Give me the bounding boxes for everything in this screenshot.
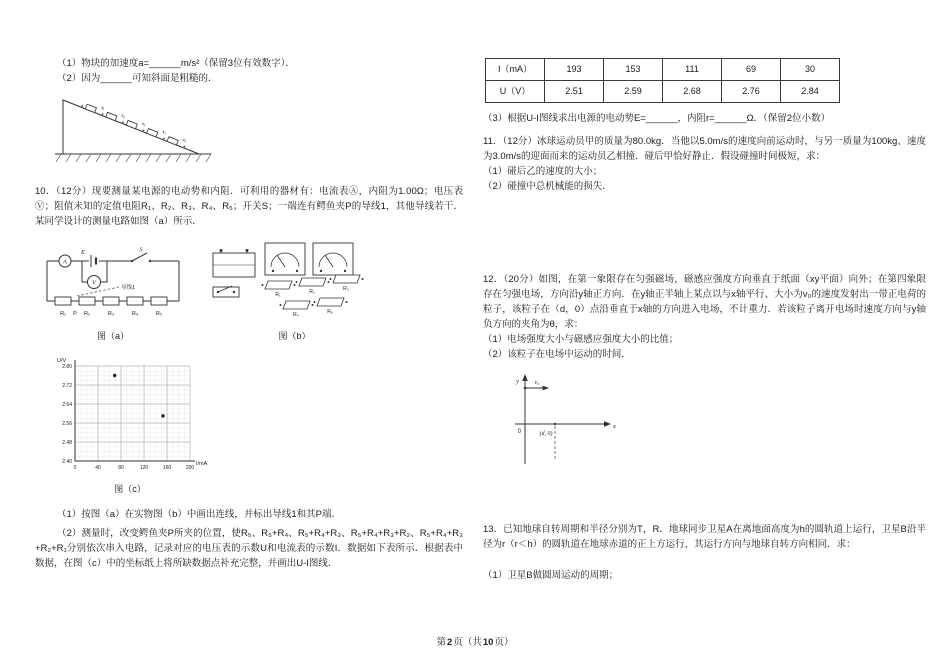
meter-1: [265, 243, 305, 275]
y-axis-arrow: [522, 374, 528, 381]
graph-xlabel: I/mA: [196, 461, 208, 467]
tape-label: x₃: [141, 120, 147, 127]
table-cell: 69: [722, 59, 781, 81]
wire1-lead: [77, 280, 136, 296]
table-cell: 2.59: [604, 81, 663, 103]
q12-item-2: （2）该粒子在电场中运动的时间．: [483, 349, 631, 360]
y-tick: 2.56: [62, 421, 72, 427]
y-tick: 2.72: [62, 383, 72, 389]
q10-item-3: （3）根据U-I图线求出电源的电动势E=______，内阻r=______Ω．（保留2位小数）: [483, 113, 831, 124]
footer-prefix: 第: [436, 637, 447, 648]
x-tick: 160: [162, 465, 172, 471]
page-footer: [0, 634, 950, 648]
q13-stem: 13．已知地球自转周期和半径分别为T，R．地球同步卫星A在离地面高度为h的圆轨道上运行，卫星B沿半径为r（r＜h）的圆轨道在地球赤道的正上方运行，其运行方向与地球自转方向相同．求：: [483, 524, 926, 550]
table-cell: 193: [545, 59, 604, 81]
figure-b: [207, 237, 382, 344]
table-row-current: [486, 59, 840, 81]
footer-page-number: 2: [447, 637, 453, 648]
figure-a: [37, 245, 189, 344]
ground-hatching: [56, 154, 211, 162]
apparatus-drawing: [207, 237, 382, 323]
svg-text:R₅: R₅: [327, 309, 333, 315]
y-tick: 2.48: [62, 440, 72, 446]
footer-suffix: 页）: [494, 637, 514, 648]
q9-item-1: （1）物块的加速度a=______m/s²（保留3位有效数字）．: [57, 58, 295, 69]
table-cell: 2.51: [545, 81, 604, 103]
row-label-voltage: U（V）: [486, 81, 545, 103]
resistor-block: [314, 298, 348, 315]
q12-stem: 12．（20分）如图，在第一象限存在匀强磁场，磁感应强度方向垂直于纸面（xy平面）向外；在第四象限存在匀强电场，方向沿y轴正方向．在y轴正半轴上某点以与x轴平行、大小为v₀的速度发射出一带正电荷的粒子，该粒子在（d，0）点沿垂直于x轴的方向进入电场，不计重力．若该粒子离开电场时速度方向与y轴负方向的夹角为θ，求：: [483, 274, 926, 330]
ui-graph: [51, 354, 209, 476]
q10-stem: 10．（12分）现要测量某电源的电动势和内阻．可利用的器材有：电流表Ⓐ，内阻为1.00Ω；电压表Ⓥ；阻值未知的定值电阻R₁、R₂、R₃、R₄、R₅；开关S；一端连有鳄鱼夹P的导线1，其他导线若干．某同学设计的测量电路如图（a）所示．: [35, 186, 463, 227]
footer-mid: 页（共: [453, 637, 482, 648]
v0-label: v₀: [534, 380, 540, 386]
q11-item-2: （2）碰撞中总机械能的损失．: [483, 181, 612, 192]
svg-text:S: S: [139, 247, 143, 254]
svg-text:R₃: R₃: [343, 286, 349, 292]
q11-item-1: （1）碰后乙的速度的大小；: [483, 166, 603, 177]
voltmeter-icon: [82, 261, 107, 289]
ammeter-icon: [59, 255, 71, 267]
resistor-labels: [60, 311, 162, 317]
tape-label: x₅: [181, 137, 188, 144]
entry-point: [554, 423, 556, 425]
q10-item-2: （2）测量时，改变鳄鱼夹P所夹的位置，使R₅、R₅+R₄、R₅+R₄+R₃、R₅+R₄+R₃+R₂、R₅+R₄+R₃+R₂+R₁分别依次串入电路，记录对应的电压表的示数U和电流表的示数I．数据如下表所示．根据表中数据，在图（c）中的坐标纸上将所缺数据点补充完整，并画出U-I图线．: [35, 528, 463, 569]
figure-a-caption: 图（a）: [96, 331, 129, 341]
switch-component: [213, 286, 239, 297]
table-cell: 2.68: [663, 81, 722, 103]
svg-text:R₄: R₄: [131, 311, 139, 317]
battery-box: [213, 249, 255, 277]
table-cell: 2.84: [781, 81, 840, 103]
y-axis-label: y: [516, 378, 519, 385]
resistor-block: [296, 278, 330, 295]
q13-item-1: （1）卫星B做圆周运动的周期；: [483, 570, 619, 581]
y-tick: 2.80: [62, 364, 72, 370]
resistor-block: [280, 301, 314, 318]
x-axis-label: x: [613, 423, 616, 430]
tape-label: x₄: [161, 128, 168, 136]
svg-text:R₄: R₄: [293, 312, 299, 318]
svg-text:R₅: R₅: [155, 311, 163, 317]
resistor-block: [330, 275, 364, 292]
tape-label: x₁: [100, 104, 106, 111]
table-cell: 111: [663, 59, 722, 81]
q9-item-2: （2）因为______可知斜面是粗糙的．: [57, 73, 218, 84]
footer-total-pages: 10: [482, 637, 494, 648]
q12-item-1: （1）电场强度大小与磁感应强度大小的比值；: [483, 334, 679, 345]
v0-arrow-head: [543, 386, 550, 391]
svg-text:P: P: [73, 311, 77, 317]
table-cell: 30: [781, 59, 840, 81]
svg-text:R₂: R₂: [83, 311, 91, 317]
svg-text:R₃: R₃: [107, 311, 115, 317]
svg-text:E: E: [81, 249, 85, 256]
svg-text:R₁: R₁: [275, 292, 281, 298]
row-label-current: I（mA）: [486, 59, 545, 81]
right-column: [483, 58, 926, 583]
svg-text:A: A: [63, 259, 67, 266]
q10-item-1: （1）按图（a）在实物图（b）中画出连线，并标出导线1和其P端．: [57, 509, 341, 520]
table-cell: 153: [604, 59, 663, 81]
table-row-voltage: [486, 81, 840, 103]
svg-text:R₂: R₂: [309, 289, 315, 295]
q11-stem: 11．（12分）冰球运动员甲的质量为80.0kg．当他以5.0m/s的速度向前运动时，与另一质量为100kg、速度为3.0m/s的迎面而来的运动员乙相撞．碰后甲恰好静止．假设碰撞时间极短，求：: [483, 136, 926, 162]
q10-figures-row: [37, 237, 463, 344]
switch-icon: [131, 248, 151, 263]
meter-2: [313, 243, 353, 275]
graph-grid: [75, 366, 190, 461]
x-tick: 0: [73, 465, 77, 471]
x-tick: 120: [139, 465, 149, 471]
entry-point-label: (d, 0): [539, 431, 553, 437]
x-tick: 40: [95, 465, 101, 471]
measurement-table: [485, 58, 840, 103]
origin-label: 0: [517, 429, 521, 435]
x-axis-arrow: [604, 421, 611, 427]
resistor-block: [262, 281, 296, 298]
y-tick: 2.64: [62, 402, 72, 408]
figure-c-caption: 图（c）: [114, 484, 146, 494]
x-tick: 200: [185, 465, 195, 471]
table-cell: 2.76: [722, 81, 781, 103]
y-tick: 2.40: [62, 459, 72, 465]
circuit-diagram: [37, 245, 189, 323]
graph-ylabel: U/V: [57, 358, 67, 364]
svg-text:V: V: [92, 280, 96, 287]
figure-c: [51, 354, 209, 497]
data-point: [161, 414, 164, 417]
tape-label: x₂: [120, 112, 127, 119]
data-point: [113, 374, 116, 377]
figure-b-caption: 图（b）: [278, 331, 311, 341]
x-tick: 80: [118, 465, 124, 471]
q12-figure: [493, 372, 623, 470]
svg-text:R₁: R₁: [60, 311, 66, 317]
left-column: [35, 56, 463, 571]
incline-figure: [47, 92, 217, 174]
svg-text:导线1: 导线1: [121, 285, 136, 291]
